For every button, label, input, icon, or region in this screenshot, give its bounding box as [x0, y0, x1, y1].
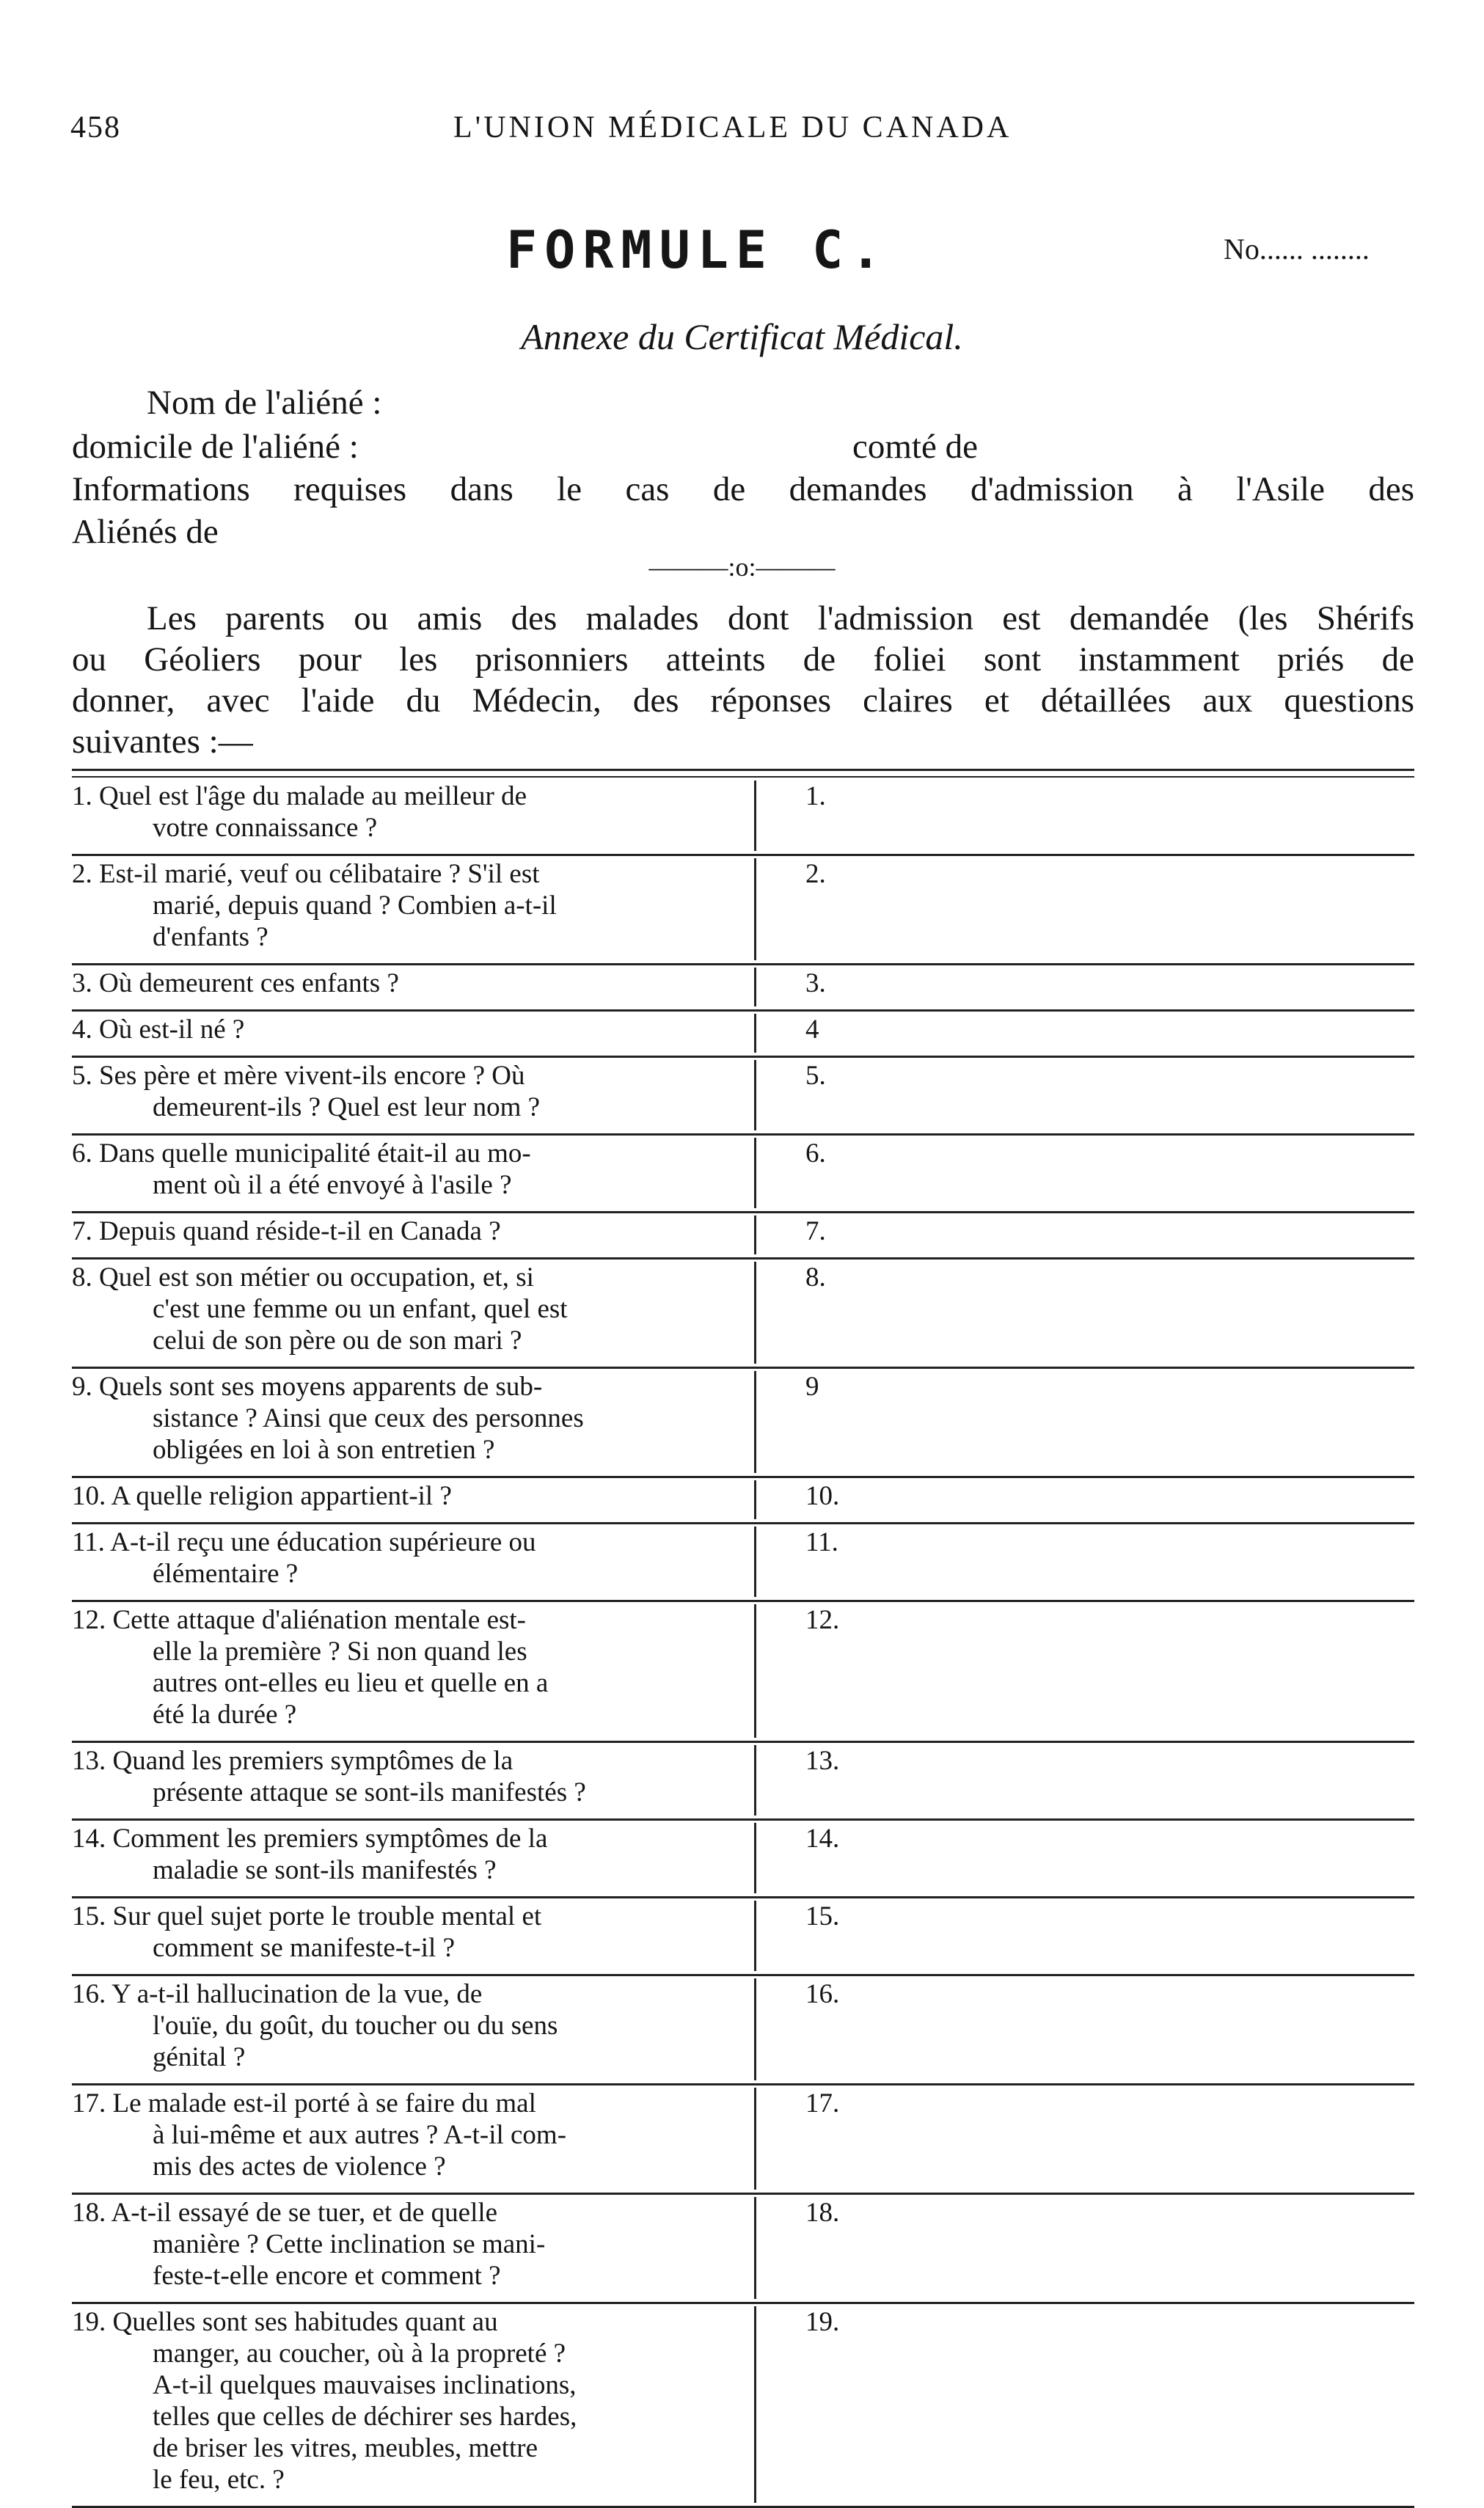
column-divider: [754, 1745, 756, 1816]
answer-field-3[interactable]: 3.: [805, 968, 826, 998]
table-rule: [72, 2083, 1414, 2085]
question-text: Où est-il né ?: [99, 1014, 245, 1045]
answer-field-9[interactable]: 9: [805, 1372, 819, 1402]
question-line: à lui-même et aux autres ? A-t-il com-: [153, 2120, 567, 2150]
question-line: [72, 1371, 723, 1403]
question-19: [72, 2306, 723, 2496]
column-divider: [754, 858, 756, 960]
question-text: Depuis quand réside-t-il en Canada ?: [99, 1216, 501, 1246]
question-6: [72, 1138, 723, 1201]
question-number: 7.: [72, 1216, 99, 1246]
question-text: Ses père et mère vivent-ils encore ? Où: [99, 1061, 525, 1091]
page-number: 458: [70, 111, 121, 145]
question-line: marié, depuis quand ? Combien a-t-il: [153, 891, 557, 921]
annex-subtitle: Annexe du Certificat Médical.: [521, 316, 963, 357]
question-line: [72, 858, 723, 890]
question-number: 3.: [72, 968, 99, 998]
question-line: de briser les vitres, meubles, mettre: [153, 2433, 538, 2463]
question-line: demeurent-ils ? Quel est leur nom ?: [153, 1092, 541, 1122]
question-number: 10.: [72, 1481, 112, 1511]
question-line: telles que celles de déchirer ses hardes,: [153, 2402, 577, 2432]
column-divider: [754, 1371, 756, 1473]
table-rule: [72, 1818, 1414, 1821]
answer-field-14[interactable]: 14.: [805, 1824, 840, 1854]
column-divider: [754, 1014, 756, 1053]
table-rule: [72, 854, 1414, 856]
column-divider: [754, 1527, 756, 1597]
question-line: [72, 1978, 723, 2010]
question-line: c'est une femme ou un enfant, quel est: [153, 1294, 568, 1324]
answer-field-17[interactable]: 17.: [805, 2088, 840, 2118]
question-number: 17.: [72, 2088, 113, 2118]
table-rule: [72, 1133, 1414, 1136]
question-line: sistance ? Ainsi que ceux des personnes: [153, 1403, 584, 1433]
question-number: 5.: [72, 1061, 99, 1091]
question-1: [72, 780, 723, 844]
question-line: celui de son père ou de son mari ?: [153, 1326, 522, 1356]
answer-field-1[interactable]: 1.: [805, 781, 826, 811]
question-text: Quel est l'âge du malade au meilleur de: [99, 781, 527, 811]
question-line: [72, 1014, 723, 1045]
question-line: mis des actes de violence ?: [153, 2151, 446, 2182]
question-number: 12.: [72, 1605, 113, 1635]
question-7: [72, 1215, 723, 1247]
question-line: génital ?: [153, 2042, 246, 2072]
question-5: [72, 1060, 723, 1123]
table-rule: [72, 776, 1414, 778]
question-17: [72, 2088, 723, 2182]
table-rule: [72, 1600, 1414, 1602]
column-divider: [754, 1215, 756, 1254]
question-number: 1.: [72, 781, 99, 811]
answer-field-16[interactable]: 16.: [805, 1979, 840, 2009]
intro-line-1: Les parents ou amis des malades dont l'admission est demandée (les Shérifs: [147, 599, 1414, 637]
question-number: 14.: [72, 1824, 113, 1854]
table-rule: [72, 1009, 1414, 1012]
question-line: obligées en loi à son entretien ?: [153, 1435, 495, 1465]
column-divider: [754, 1604, 756, 1738]
question-line: [72, 1901, 723, 1932]
column-divider: [754, 1978, 756, 2080]
question-14: [72, 1823, 723, 1886]
column-divider: [754, 1901, 756, 1971]
question-line: manger, au coucher, où à la propreté ?: [153, 2339, 566, 2369]
question-line: [72, 1480, 723, 1512]
question-2: [72, 858, 723, 953]
question-text: Est-il marié, veuf ou célibataire ? S'il est: [99, 859, 540, 889]
question-text: A-t-il reçu une éducation supérieure ou: [110, 1527, 536, 1557]
question-line: maladie se sont-ils manifestés ?: [153, 1855, 497, 1885]
table-rule: [72, 1741, 1414, 1743]
question-text: Dans quelle municipalité était-il au mo-: [99, 1138, 531, 1169]
table-rule: [72, 769, 1414, 771]
question-text: A-t-il essayé de se tuer, et de quelle: [111, 2198, 498, 2228]
field-domicile-label: domicile de l'aliéné :: [72, 428, 359, 466]
question-line: [72, 780, 723, 812]
table-rule: [72, 2302, 1414, 2304]
intro-line-3: donner, avec l'aide du Médecin, des réponses claires et détaillées aux questions: [72, 681, 1414, 720]
question-text: Comment les premiers symptômes de la: [112, 1824, 548, 1854]
question-line: A-t-il quelques mauvaises inclinations,: [153, 2370, 577, 2400]
question-line: [72, 1745, 723, 1777]
answer-field-7[interactable]: 7.: [805, 1216, 826, 1246]
column-divider: [754, 2088, 756, 2190]
question-line: ment où il a été envoyé à l'asile ?: [153, 1170, 512, 1200]
question-line: [72, 1138, 723, 1169]
question-number: 9.: [72, 1372, 99, 1402]
question-line: [72, 968, 723, 999]
question-15: [72, 1901, 723, 1964]
question-line: comment se manifeste-t-il ?: [153, 1933, 455, 1963]
question-line: [72, 1262, 723, 1293]
question-10: [72, 1480, 723, 1512]
answer-field-11[interactable]: 11.: [805, 1527, 838, 1557]
question-13: [72, 1745, 723, 1808]
table-rule: [72, 963, 1414, 965]
informations-line-cont: Aliénés de: [72, 513, 219, 551]
question-3: [72, 968, 723, 999]
question-number: 16.: [72, 1979, 112, 2009]
question-line: [72, 1823, 723, 1854]
table-rule: [72, 1522, 1414, 1524]
intro-line-2: ou Géoliers pour les prisonniers atteints de foliei sont instamment priés de: [72, 640, 1414, 679]
question-line: le feu, etc. ?: [153, 2465, 285, 2495]
question-line: été la durée ?: [153, 1700, 297, 1730]
question-text: Quelles sont ses habitudes quant au: [112, 2307, 498, 2337]
question-line: [72, 1527, 723, 1558]
answer-field-19[interactable]: 19.: [805, 2307, 840, 2337]
table-rule: [72, 1211, 1414, 1213]
column-divider: [754, 780, 756, 851]
question-line: élémentaire ?: [153, 1559, 299, 1589]
question-number: 11.: [72, 1527, 111, 1557]
intro-line-4: suivantes :—: [72, 723, 253, 761]
question-line: [72, 2306, 723, 2338]
question-line: manière ? Cette inclination se mani-: [153, 2229, 546, 2259]
question-4: [72, 1014, 723, 1045]
question-number: 18.: [72, 2198, 112, 2228]
question-number: 4.: [72, 1014, 99, 1045]
question-line: l'ouïe, du goût, du toucher ou du sens: [153, 2011, 558, 2041]
question-text: Sur quel sujet porte le trouble mental et: [112, 1901, 542, 1931]
question-9: [72, 1371, 723, 1466]
question-number: 19.: [72, 2307, 113, 2337]
column-divider: [754, 1060, 756, 1130]
journal-title: L'UNION MÉDICALE DU CANADA: [453, 111, 1012, 145]
field-comte-label: comté de: [852, 428, 978, 466]
answer-field-5[interactable]: 5.: [805, 1061, 826, 1091]
answer-field-2[interactable]: 2.: [805, 859, 826, 889]
question-line: elle la première ? Si non quand les: [153, 1637, 527, 1667]
column-divider: [754, 2197, 756, 2299]
column-divider: [754, 1480, 756, 1519]
answer-field-15[interactable]: 15.: [805, 1901, 840, 1931]
question-text: A quelle religion appartient-il ?: [111, 1481, 452, 1511]
table-rule: [72, 1056, 1414, 1058]
question-text: Y a-t-il hallucination de la vue, de: [112, 1979, 483, 2009]
answer-field-8[interactable]: 8.: [805, 1262, 826, 1293]
question-number: 6.: [72, 1138, 99, 1169]
question-8: [72, 1262, 723, 1356]
answer-field-10[interactable]: 10.: [805, 1481, 840, 1511]
question-text: Où demeurent ces enfants ?: [99, 968, 399, 998]
question-text: Cette attaque d'aliénation mentale est-: [112, 1605, 526, 1635]
question-line: [72, 2197, 723, 2229]
column-divider: [754, 1138, 756, 1208]
question-18: [72, 2197, 723, 2292]
column-divider: [754, 1823, 756, 1893]
question-number: 2.: [72, 859, 99, 889]
table-rule: [72, 1896, 1414, 1898]
question-line: votre connaissance ?: [153, 813, 378, 843]
question-line: [72, 1060, 723, 1092]
answer-field-13[interactable]: 13.: [805, 1746, 840, 1776]
answer-field-12[interactable]: 12.: [805, 1605, 840, 1635]
question-11: [72, 1527, 723, 1590]
question-number: 8.: [72, 1262, 99, 1293]
column-divider: [754, 968, 756, 1006]
question-line: [72, 1215, 723, 1247]
separator: ———:o:———: [648, 552, 836, 582]
table-rule: [72, 1257, 1414, 1260]
question-text: Le malade est-il porté à se faire du mal: [112, 2088, 536, 2118]
form-number-label: No...... ........: [1224, 233, 1370, 266]
answer-field-18[interactable]: 18.: [805, 2198, 840, 2228]
answer-field-4[interactable]: 4: [805, 1014, 819, 1045]
question-line: autres ont-elles eu lieu et quelle en a: [153, 1668, 549, 1698]
column-divider: [754, 2306, 756, 2503]
question-number: 13.: [72, 1746, 113, 1776]
form-title: FORMULE C.: [506, 220, 889, 280]
question-text: Quel est son métier ou occupation, et, si: [99, 1262, 534, 1293]
field-nom-label: Nom de l'aliéné :: [147, 384, 382, 422]
table-rule: [72, 2193, 1414, 2195]
question-line: [72, 2088, 723, 2119]
question-line: présente attaque se sont-ils manifestés ?: [153, 1777, 586, 1807]
question-text: Quels sont ses moyens apparents de sub-: [99, 1372, 543, 1402]
question-line: [72, 1604, 723, 1636]
question-12: [72, 1604, 723, 1730]
column-divider: [754, 1262, 756, 1364]
table-rule: [72, 1367, 1414, 1369]
question-line: feste-t-elle encore et comment ?: [153, 2261, 501, 2291]
table-rule: [72, 1476, 1414, 1478]
question-text: Quand les premiers symptômes de la: [112, 1746, 513, 1776]
question-16: [72, 1978, 723, 2073]
question-number: 15.: [72, 1901, 113, 1931]
table-rule: [72, 1974, 1414, 1976]
answer-field-6[interactable]: 6.: [805, 1138, 826, 1169]
question-line: d'enfants ?: [153, 922, 268, 952]
informations-line: Informations requises dans le cas de demandes d'admission à l'Asile des: [72, 470, 1414, 508]
